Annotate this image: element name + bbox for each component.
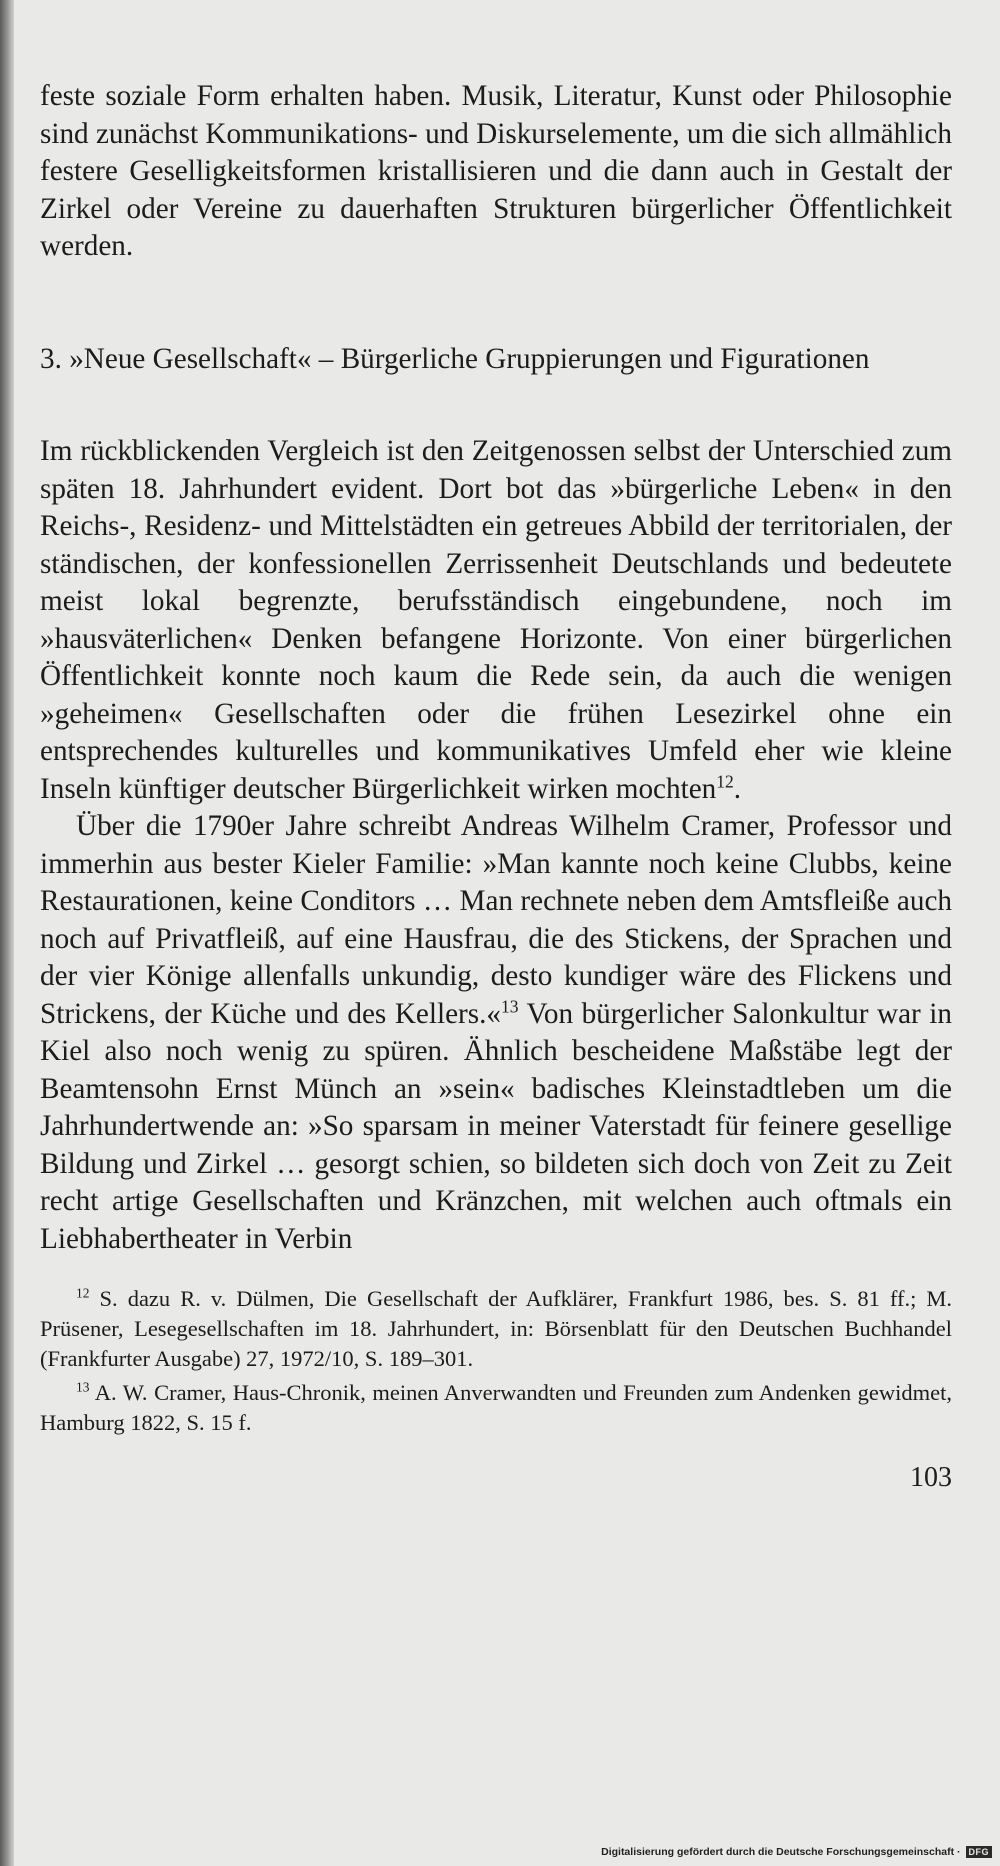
footnote-13: $^{13}$ A. W. Cramer, Haus-Chronik, meinen Anverwandten und Freunden zum Andenken gewidmet, Hamburg 1822, S. 15 f. bbox=[40, 1379, 952, 1435]
section-heading: 3. »Neue Gesellschaft« – Bürgerliche Gruppierungen und Figurationen bbox=[40, 342, 870, 375]
paragraph-1: feste soziale Form erhalten haben. Musik, Literatur, Kunst oder Philosophie sind zunächst Kommunikations- und Diskurselemente, um die sich allmählich festere Geselligkeitsformen kristallisieren und die dann auch in Gestalt der Zirkel oder Vereine zu dauerhaften Strukturen bürgerlicher Öffentlichkeit werden. bbox=[40, 80, 952, 262]
dfg-logo-icon: DFG bbox=[966, 1846, 993, 1858]
page-number: 103 bbox=[910, 1462, 952, 1493]
paragraph-3: Über die 1790er Jahre schreibt Andreas Wilhelm Cramer, Professor und immerhin aus bester Kieler Familie: »Man kannte noch keine Clubbs, keine Restaurationen, keine Conditors … Man rechnete neben dem Amtsfleiße auch noch auf Privatfleiß, auf eine Hausfrau, die des Stickens, der Sprachen und der vier Könige allenfalls unkundig, desto kundiger wäre des Flickens und Strickens, der Küche und des Kellers.«$^{13}$ Von bürgerlicher Salonkultur war in Kiel also noch wenig zu spüren. Ähnlich bescheidene Maßstäbe legt der Beamtensohn Ernst Münch an »sein« badisches Kleinstadtleben um die Jahrhundertwende an: »So sparsam in meiner Vaterstadt für feinere gesellige Bildung und Zirkel … gesorgt schien, so bildeten sich doch von Zeit zu Zeit recht artige Gesellschaften und Kränzchen, mit welchen auch oftmals ein Liebhabertheater in Verbin bbox=[40, 810, 952, 1255]
body-text bbox=[40, 78, 952, 1258]
footnotes bbox=[40, 1284, 952, 1438]
book-spine-shadow bbox=[0, 0, 14, 1866]
page-content bbox=[40, 78, 952, 1438]
footnote-12: $^{12}$ S. dazu R. v. Dülmen, Die Gesellschaft der Aufklärer, Frankfurt 1986, bes. S. 81 ff.; M. Prüsener, Lesegesellschaften im 18. Jahrhundert, in: Börsenblatt für den Deutschen Buchhandel (Frankfurter Ausgabe) 27, 1972/10, S. 189–301. bbox=[40, 1285, 952, 1371]
scan-credit-text: Digitalisierung gefördert durch die Deutsche Forschungsgemeinschaft · bbox=[601, 1846, 961, 1858]
footnote-ref-13: 13 bbox=[501, 995, 519, 1016]
footnote-ref-12: 12 bbox=[716, 770, 734, 791]
paragraph-2: Im rückblickenden Vergleich ist den Zeitgenossen selbst der Unterschied zum späten 18. Jahrhundert evident. Dort bot das »bürgerliche Leben« in den Reichs-, Residenz- und Mittelstädten ein getreues Abbild der territorialen, der ständischen, der konfessionellen Zerrissenheit Deutschlands und bedeutete meist lokal begrenzte, berufsständisch eingebundene, noch im »hausväterlichen« Denken befangene Horizonte. Von einer bürgerlichen Öffentlichkeit konnte noch kaum die Rede sein, da auch die wenigen »geheimen« Gesellschaften oder die frühen Lesezirkel ohne ein entsprechendes kulturelles und kommunikatives Umfeld eher wie kleine Inseln künftiger deutscher Bürgerlichkeit wirken mochten$^{12}$. bbox=[40, 435, 952, 805]
scan-credit bbox=[601, 1846, 992, 1858]
